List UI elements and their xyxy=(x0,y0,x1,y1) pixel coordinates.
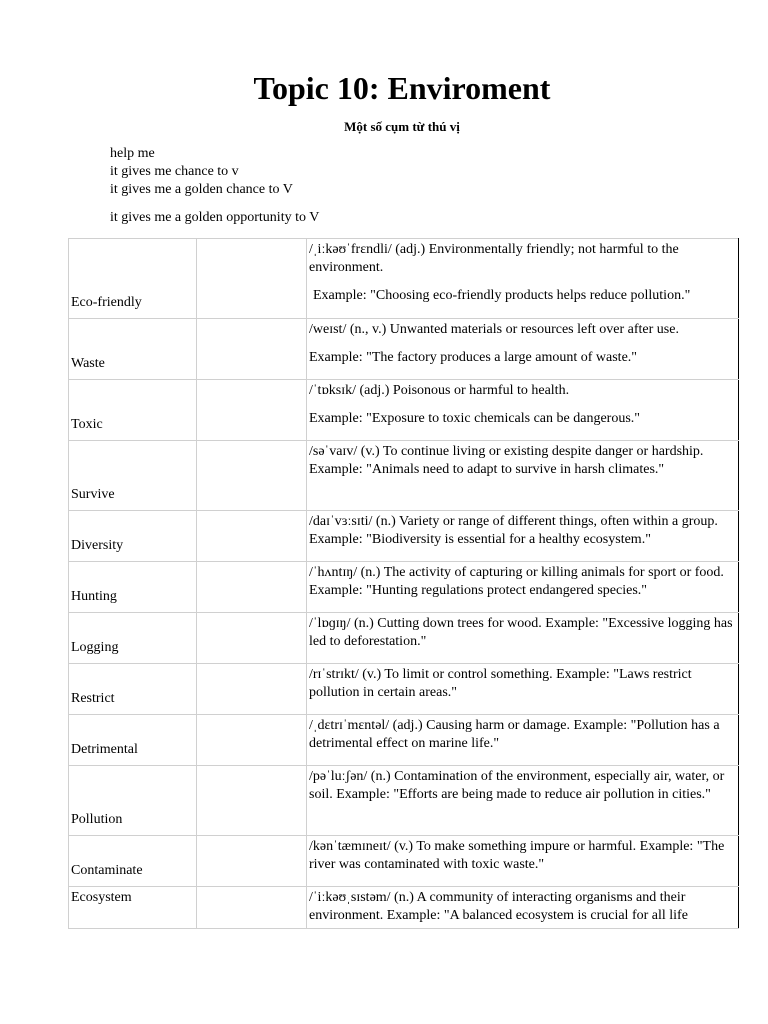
empty-cell xyxy=(197,562,307,613)
vocab-word: Eco-friendly xyxy=(69,239,197,319)
vocab-definition: /weɪst/ (n., v.) Unwanted materials or resources left over after use. xyxy=(309,322,679,337)
vocab-word: Pollution xyxy=(69,766,197,836)
empty-cell xyxy=(197,511,307,562)
empty-cell xyxy=(197,664,307,715)
table-row xyxy=(69,239,739,319)
table-row xyxy=(69,664,739,715)
vocab-word: Ecosystem xyxy=(69,887,197,929)
phrase-item: it gives me chance to v xyxy=(110,164,239,179)
vocab-definition: /pəˈluːʃən/ (n.) Contamination of the environment, especially air, water, or soil. Example: "Efforts are being made to reduce air pollution in cities." xyxy=(307,766,739,836)
empty-cell xyxy=(197,836,307,887)
vocab-definition: /ˈlɒɡɪŋ/ (n.) Cutting down trees for wood. Example: "Excessive logging has led to deforestation." xyxy=(307,613,739,664)
vocab-definition: /ˌdɛtrɪˈmɛntəl/ (adj.) Causing harm or damage. Example: "Pollution has a detrimental effect on marine life." xyxy=(307,715,739,766)
empty-cell xyxy=(197,613,307,664)
empty-cell xyxy=(197,887,307,929)
empty-cell xyxy=(197,239,307,319)
vocab-definition: /ˈiːkəʊˌsɪstəm/ (n.) A community of interacting organisms and their environment. Example: "A balanced ecosystem is crucial for all life xyxy=(307,887,739,929)
table-row xyxy=(69,836,739,887)
table-row xyxy=(69,319,739,380)
vocab-definition: /daɪˈvɜːsɪti/ (n.) Variety or range of different things, often within a group. Example: "Biodiversity is essential for a healthy ecosystem." xyxy=(307,511,739,562)
table-row xyxy=(69,887,739,929)
vocab-definition-cell xyxy=(307,319,739,380)
vocab-definition: /rɪˈstrɪkt/ (v.) To limit or control something. Example: "Laws restrict pollution in certain areas." xyxy=(307,664,739,715)
vocab-word: Waste xyxy=(69,319,197,380)
page-title: Topic 10: Enviroment xyxy=(253,70,551,106)
vocab-definition: /səˈvaɪv/ (v.) To continue living or existing despite danger or hardship. Example: "Animals need to adapt to survive in harsh climates." xyxy=(307,441,739,511)
phrase-list xyxy=(110,145,319,227)
vocab-word: Detrimental xyxy=(69,715,197,766)
empty-cell xyxy=(197,766,307,836)
vocab-definition: /ˈtɒksɪk/ (adj.) Poisonous or harmful to health. xyxy=(309,383,570,398)
vocab-example: Example: "The factory produces a large amount of waste." xyxy=(309,350,637,365)
table-row xyxy=(69,511,739,562)
vocab-word: Logging xyxy=(69,613,197,664)
table-row xyxy=(69,766,739,836)
empty-cell xyxy=(197,319,307,380)
table-row xyxy=(69,562,739,613)
vocab-definition: /ˌiːkəʊˈfrɛndli/ (adj.) Environmentally friendly; not harmful to the environment. xyxy=(309,242,679,275)
table-row xyxy=(69,380,739,441)
vocab-word: Restrict xyxy=(69,664,197,715)
vocab-definition: /ˈhʌntɪŋ/ (n.) The activity of capturing or killing animals for sport or food. Example: "Hunting regulations protect endangered species." xyxy=(307,562,739,613)
vocab-word: Survive xyxy=(69,441,197,511)
phrase-item: it gives me a golden chance to V xyxy=(110,182,293,197)
vocab-word: Contaminate xyxy=(69,836,197,887)
phrase-item: it gives me a golden opportunity to V xyxy=(110,210,320,225)
empty-cell xyxy=(197,441,307,511)
vocab-definition-cell xyxy=(307,380,739,441)
table-row xyxy=(69,715,739,766)
vocab-example: Example: "Choosing eco-friendly products helps reduce pollution." xyxy=(313,288,691,303)
table-row xyxy=(69,441,739,511)
vocab-word: Diversity xyxy=(69,511,197,562)
vocabulary-table xyxy=(68,238,739,929)
vocab-word: Hunting xyxy=(69,562,197,613)
page-subtitle: Một số cụm từ thú vị xyxy=(344,119,460,134)
table-row xyxy=(69,613,739,664)
phrase-item: help me xyxy=(110,146,155,161)
vocab-definition-cell xyxy=(307,239,739,319)
empty-cell xyxy=(197,380,307,441)
vocab-definition: /kənˈtæmɪneɪt/ (v.) To make something impure or harmful. Example: "The river was contaminated with toxic waste." xyxy=(307,836,739,887)
empty-cell xyxy=(197,715,307,766)
vocab-word: Toxic xyxy=(69,380,197,441)
vocab-example: Example: "Exposure to toxic chemicals can be dangerous." xyxy=(309,411,640,426)
